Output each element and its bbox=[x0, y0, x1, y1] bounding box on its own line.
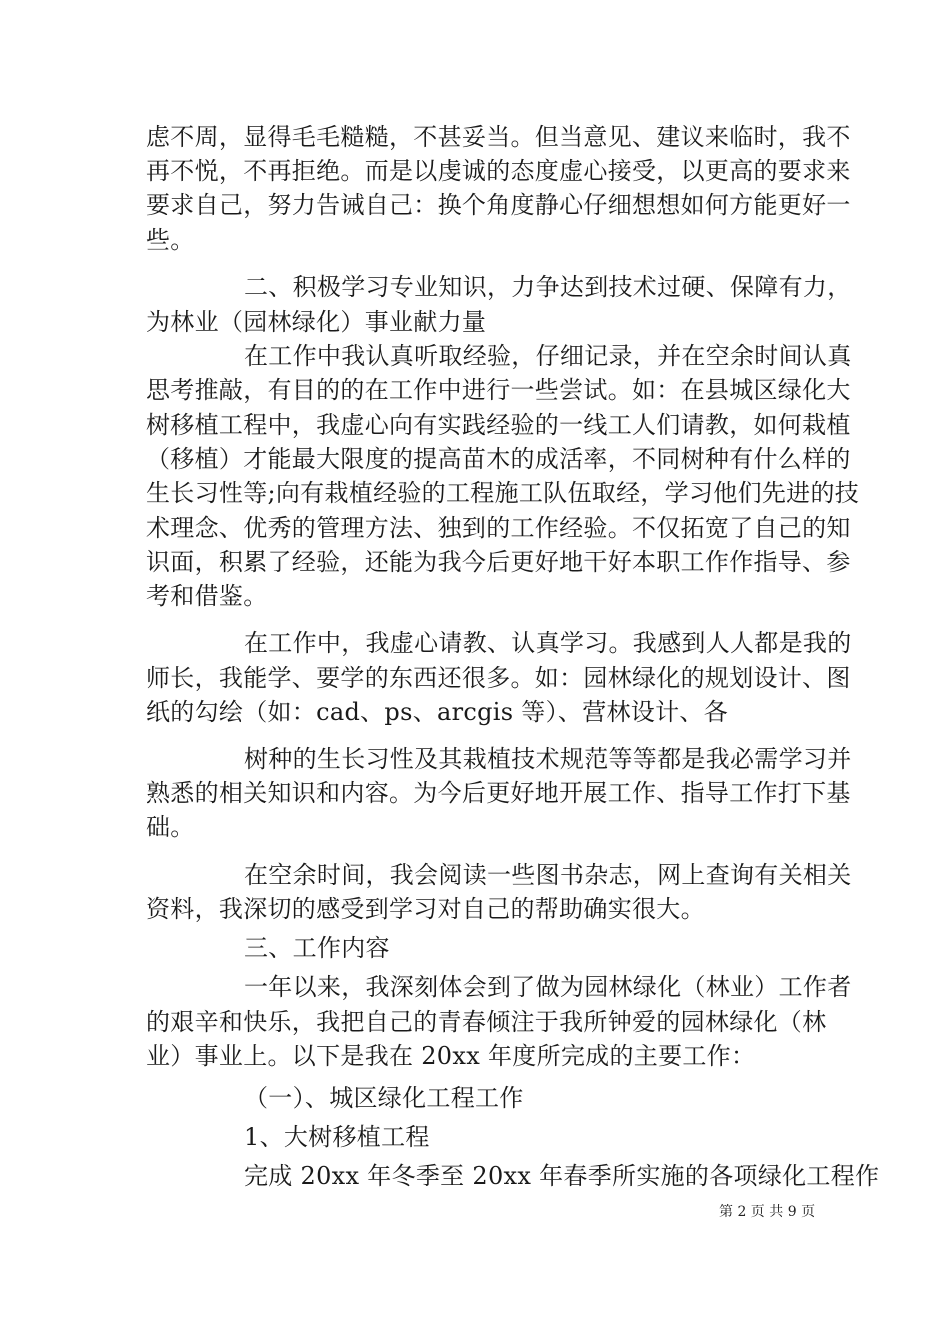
section-heading: 三、工作内容 bbox=[244, 934, 390, 962]
paragraph-line: 生长习性等;向有栽植经验的工程施工队伍取经，学习他们先进的技 bbox=[146, 479, 860, 507]
paragraph-line: 师长，我能学、要学的东西还很多。如：园林绿化的规划设计、图 bbox=[146, 664, 851, 692]
paragraph-line: 要求自己，努力告诫自己：换个角度静心仔细想想如何方能更好一 bbox=[146, 191, 851, 219]
paragraph-line: 术理念、优秀的管理方法、独到的工作经验。不仅拓宽了自己的知 bbox=[146, 514, 851, 542]
paragraph-line: 的艰辛和快乐，我把自己的青春倾注于我所钟爱的园林绿化（林 bbox=[146, 1008, 827, 1036]
paragraph-line: 再不悦，不再拒绝。而是以虔诚的态度虚心接受，以更高的要求来 bbox=[146, 157, 851, 185]
paragraph-line: 树移植工程中，我虚心向有实践经验的一线工人们请教，如何栽植 bbox=[146, 411, 851, 439]
paragraph-line: 考和借鉴。 bbox=[146, 582, 268, 610]
paragraph-line: 虑不周，显得毛毛糙糙，不甚妥当。但当意见、建议来临时，我不 bbox=[146, 123, 851, 151]
paragraph-line: 在空余时间，我会阅读一些图书杂志，网上查询有关相关 bbox=[244, 861, 852, 889]
section-heading: 为林业（园林绿化）事业献力量 bbox=[146, 308, 487, 336]
paragraph-line: 在工作中，我虚心请教、认真学习。我感到人人都是我的 bbox=[244, 629, 852, 657]
paragraph-line: 熟悉的相关知识和内容。为今后更好地开展工作、指导工作打下基 bbox=[146, 779, 851, 807]
page-number-footer: 第 2 页 共 9 页 bbox=[719, 1204, 816, 1220]
paragraph-line: 思考推敲，有目的的在工作中进行一些尝试。如：在县城区绿化大 bbox=[146, 376, 851, 404]
paragraph-line: 础。 bbox=[146, 813, 195, 841]
paragraph-line: （移植）才能最大限度的提高苗木的成活率，不同树种有什么样的 bbox=[146, 445, 851, 473]
paragraph-line: 纸的勾绘（如：cad、ps、arcgis 等）、营林设计、各 bbox=[146, 698, 728, 726]
subsection-heading: 1、大树移植工程 bbox=[244, 1123, 430, 1151]
paragraph-line: 一年以来，我深刻体会到了做为园林绿化（林业）工作者 bbox=[244, 973, 852, 1001]
section-heading: 二、积极学习专业知识，力争达到技术过硬、保障有力， bbox=[244, 273, 852, 301]
paragraph-line: 业）事业上。以下是我在 20xx 年度所完成的主要工作： bbox=[146, 1042, 756, 1070]
paragraph-line: 资料，我深切的感受到学习对自己的帮助确实很大。 bbox=[146, 895, 705, 923]
paragraph-line: 些。 bbox=[146, 226, 195, 254]
paragraph-line: 识面，积累了经验，还能为我今后更好地干好本职工作作指导、参 bbox=[146, 548, 851, 576]
paragraph-line: 完成 20xx 年冬季至 20xx 年春季所实施的各项绿化工程作 bbox=[244, 1162, 880, 1190]
paragraph-line: 在工作中我认真听取经验，仔细记录，并在空余时间认真 bbox=[244, 342, 852, 370]
subsection-heading: （一）、城区绿化工程工作 bbox=[244, 1084, 524, 1112]
paragraph-line: 树种的生长习性及其栽植技术规范等等都是我必需学习并 bbox=[244, 745, 852, 773]
